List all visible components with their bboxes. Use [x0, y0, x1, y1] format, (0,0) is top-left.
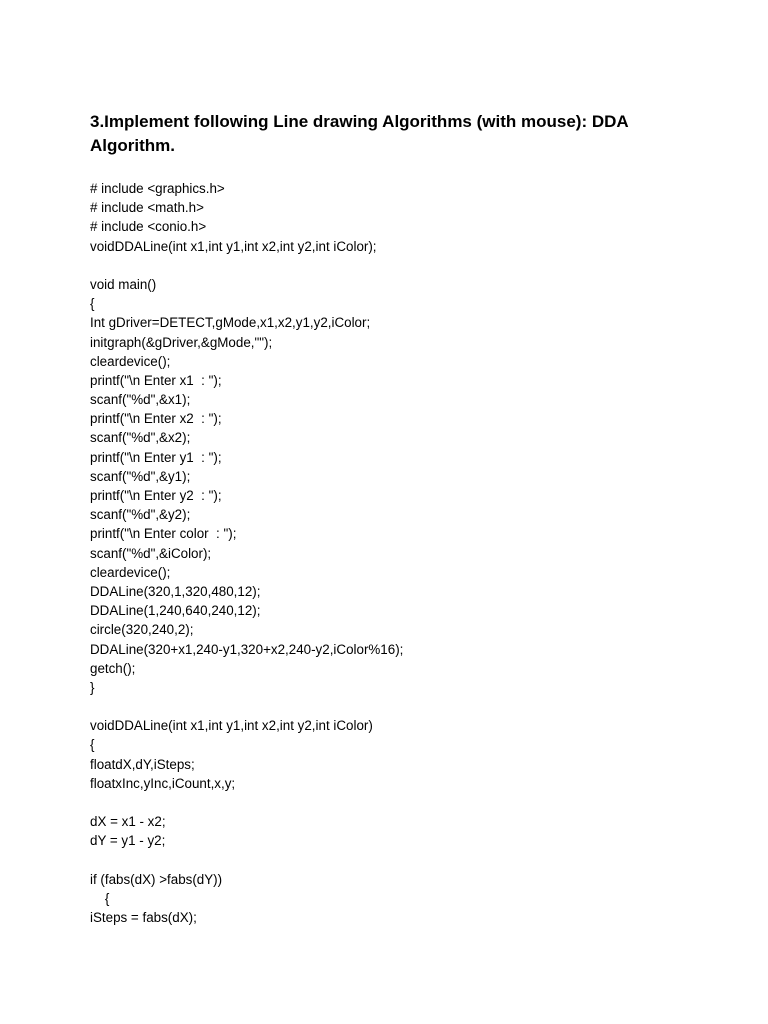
- code-line: {: [90, 296, 95, 312]
- code-line: # include <graphics.h>: [90, 181, 225, 196]
- code-line: printf("\n Enter y1 : ");: [90, 449, 222, 465]
- code-line: dX = x1 - x2;: [90, 814, 166, 830]
- code-line: cleardevice();: [90, 353, 171, 369]
- code-line: cleardevice();: [90, 564, 171, 580]
- code-line: [90, 697, 730, 716]
- code-line: dY = y1 - y2;: [90, 833, 166, 849]
- code-line: }: [90, 679, 95, 695]
- code-line: DDALine(320,1,320,480,12);: [90, 583, 261, 599]
- code-line: scanf("%d",&iColor);: [90, 545, 212, 561]
- code-line: Int gDriver=DETECT,gMode,x1,x2,y1,y2,iColor;: [90, 315, 371, 331]
- code-line: voidDDALine(int x1,int y1,int x2,int y2,int iColor);: [90, 238, 377, 254]
- code-line: scanf("%d",&y1);: [90, 468, 191, 484]
- code-line: [90, 851, 730, 870]
- code-line: [90, 256, 730, 275]
- code-line: floatdX,dY,iSteps;: [90, 756, 195, 772]
- code-line: scanf("%d",&x1);: [90, 392, 191, 408]
- code-line: getch();: [90, 660, 136, 676]
- code-line: scanf("%d",&x2);: [90, 430, 191, 446]
- code-line: printf("\n Enter x2 : ");: [90, 411, 222, 427]
- code-line: circle(320,240,2);: [90, 622, 194, 638]
- code-line: scanf("%d",&y2);: [90, 507, 191, 523]
- code-line: printf("\n Enter x1 : ");: [90, 372, 222, 388]
- code-line: # include <math.h>: [90, 200, 204, 216]
- code-line: printf("\n Enter color : ");: [90, 526, 237, 542]
- document-heading: 3.Implement following Line drawing Algorithms (with mouse): DDA Algorithm.: [90, 112, 629, 155]
- code-line: if (fabs(dX) >fabs(dY)): [90, 871, 223, 887]
- code-line: initgraph(&gDriver,&gMode,"");: [90, 334, 273, 350]
- code-line: {: [90, 890, 110, 906]
- code-line: DDALine(1,240,640,240,12);: [90, 603, 261, 619]
- code-line: [90, 793, 730, 812]
- code-line: voidDDALine(int x1,int y1,int x2,int y2,int iColor): [90, 718, 373, 734]
- code-listing: [90, 179, 730, 927]
- code-line: printf("\n Enter y2 : ");: [90, 488, 222, 503]
- code-line: {: [90, 737, 95, 753]
- code-line: DDALine(320+x1,240-y1,320+x2,240-y2,iColor%16);: [90, 641, 404, 657]
- code-line: void main(): [90, 276, 157, 292]
- code-line: iSteps = fabs(dX);: [90, 910, 197, 926]
- code-line: # include <conio.h>: [90, 219, 207, 235]
- code-line: floatxInc,yInc,iCount,x,y;: [90, 775, 236, 791]
